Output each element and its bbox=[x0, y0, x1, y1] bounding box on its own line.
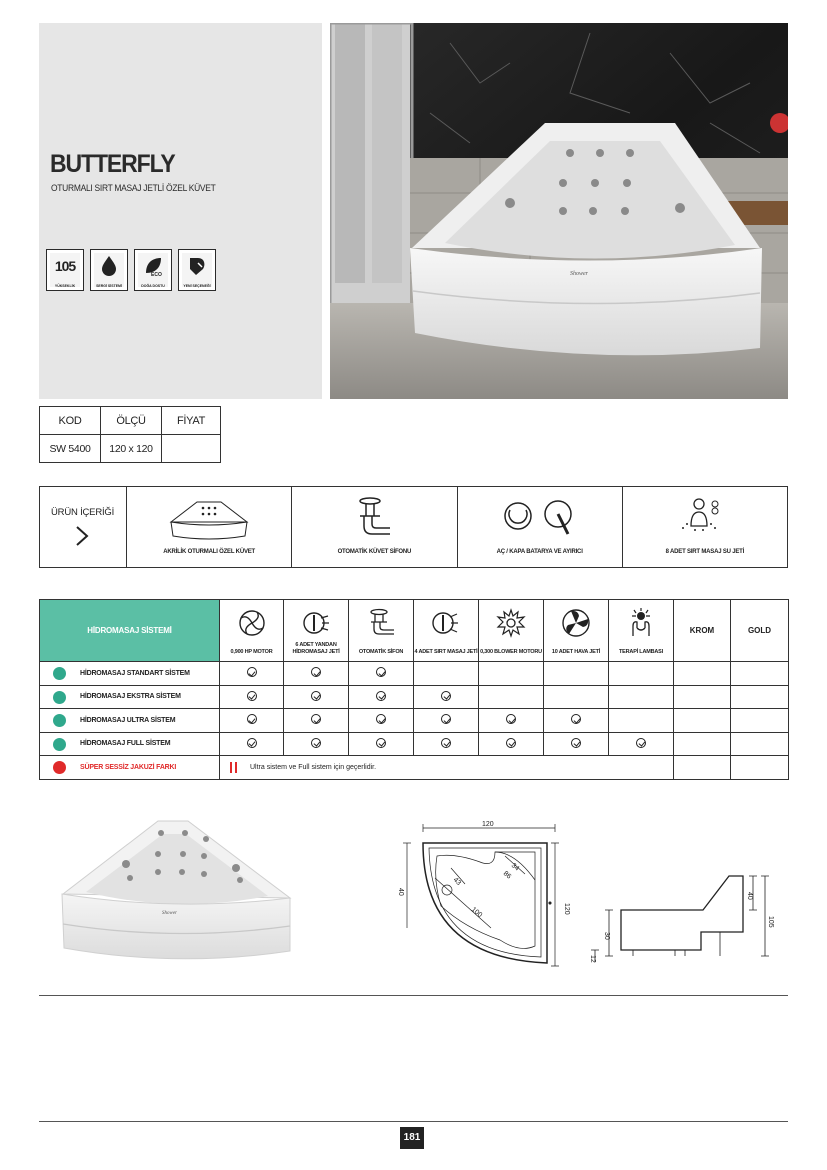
system-row bbox=[40, 709, 789, 733]
spec-code: SW 5400 bbox=[40, 435, 101, 463]
eco-leaf-icon bbox=[142, 255, 164, 277]
check-icon bbox=[441, 691, 451, 701]
water-drop-badge bbox=[90, 249, 128, 291]
spec-header-size: ÖLÇÜ bbox=[101, 407, 162, 435]
page-number: 181 bbox=[400, 1127, 424, 1149]
contents-lead bbox=[40, 487, 127, 567]
feature-col: 10 ADET HAVA JETİ bbox=[544, 600, 609, 662]
blower-icon bbox=[496, 608, 526, 638]
check-icon bbox=[506, 714, 516, 724]
check-icon bbox=[247, 738, 257, 748]
badge-caption: YÜKSEKLİK bbox=[54, 284, 76, 288]
shield-icon bbox=[186, 255, 208, 277]
note-marker bbox=[230, 762, 237, 773]
svg-text:100: 100 bbox=[469, 906, 484, 920]
svg-text:34: 34 bbox=[509, 862, 521, 873]
chevron-right-icon bbox=[74, 525, 90, 547]
badge-caption: SERGİ SİSTEMİ bbox=[96, 284, 122, 288]
system-name: HİDROMASAJ ULTRA SİSTEM bbox=[80, 716, 176, 724]
contents-label: 8 ADET SIRT MASAJ SU JETİ bbox=[665, 549, 745, 555]
svg-text:40: 40 bbox=[746, 892, 753, 900]
siphon-icon bbox=[354, 496, 394, 540]
feature-badges bbox=[46, 249, 216, 291]
feature-col: OTOMATİK SİFON bbox=[349, 600, 414, 662]
check-icon bbox=[571, 738, 581, 748]
shield-badge bbox=[178, 249, 216, 291]
contents-label: OTOMATİK KÜVET SİFONU bbox=[337, 549, 412, 555]
check-icon bbox=[247, 714, 257, 724]
side-jet-icon bbox=[301, 608, 331, 638]
contents-item bbox=[623, 487, 787, 567]
svg-text:86: 86 bbox=[501, 870, 513, 881]
system-row bbox=[40, 685, 789, 709]
badge-caption: YENİ SEÇENEĞİ bbox=[183, 284, 211, 288]
check-icon bbox=[376, 691, 386, 701]
divider bbox=[39, 1121, 788, 1122]
product-name: BUTTERFLY bbox=[50, 150, 175, 178]
badge-caption: DOĞA DOSTU bbox=[141, 284, 165, 288]
product-photo bbox=[330, 23, 788, 399]
svg-text:Shower: Shower bbox=[570, 271, 588, 277]
svg-text:105: 105 bbox=[767, 916, 774, 928]
check-icon bbox=[376, 714, 386, 724]
water-drop-icon bbox=[99, 255, 119, 277]
check-icon bbox=[376, 667, 386, 677]
spec-header-price: FİYAT bbox=[162, 407, 221, 435]
silent-note: Ultra sistem ve Full sistem için geçerlidir. bbox=[250, 763, 377, 771]
check-icon bbox=[247, 691, 257, 701]
feature-col: 4 ADET SIRT MASAJ JETİ bbox=[414, 600, 479, 662]
check-icon bbox=[571, 714, 581, 724]
side-view-diagram bbox=[585, 870, 775, 970]
tub-render bbox=[58, 816, 293, 971]
check-icon bbox=[441, 714, 451, 724]
status-dot bbox=[53, 738, 66, 751]
check-icon bbox=[311, 691, 321, 701]
system-name: HİDROMASAJ FULL SİSTEM bbox=[80, 740, 171, 748]
silent-name: SÜPER SESSİZ JAKUZİ FARKI bbox=[80, 763, 177, 771]
contents-item bbox=[458, 487, 623, 567]
status-dot bbox=[53, 714, 66, 727]
feature-col: 0,300 BLOWER MOTORU bbox=[479, 600, 544, 662]
system-name: HİDROMASAJ STANDART SİSTEM bbox=[80, 669, 190, 677]
faucet-icon bbox=[500, 496, 580, 540]
bathtub-icon bbox=[169, 496, 249, 540]
height-badge bbox=[46, 249, 84, 291]
contents-title: ÜRÜN İÇERİĞİ bbox=[51, 507, 115, 518]
svg-text:43: 43 bbox=[451, 876, 463, 887]
motor-icon bbox=[237, 608, 267, 638]
contents-label: AKRİLİK OTURMALI ÖZEL KÜVET bbox=[163, 549, 256, 555]
silent-row bbox=[40, 756, 789, 780]
product-subtitle: OTURMALI SIRT MASAJ JETLİ ÖZEL KÜVET bbox=[51, 182, 216, 193]
hydromassage-table bbox=[39, 599, 789, 780]
eco-badge bbox=[134, 249, 172, 291]
back-jet-icon bbox=[675, 496, 735, 540]
feature-col: 6 ADET YANDAN HİDROMASAJ JETİ bbox=[284, 600, 349, 662]
product-contents bbox=[39, 486, 788, 568]
svg-text:30: 30 bbox=[603, 932, 610, 940]
divider bbox=[39, 995, 788, 996]
svg-text:40: 40 bbox=[397, 888, 404, 896]
svg-text:12: 12 bbox=[589, 955, 596, 963]
check-icon bbox=[311, 714, 321, 724]
check-icon bbox=[636, 738, 646, 748]
svg-text:120: 120 bbox=[482, 821, 494, 828]
feature-col: 0,900 HP MOTOR bbox=[220, 600, 284, 662]
status-dot bbox=[53, 691, 66, 704]
title-panel bbox=[39, 23, 322, 399]
spec-table bbox=[39, 406, 221, 463]
check-icon bbox=[247, 667, 257, 677]
check-icon bbox=[441, 738, 451, 748]
top-view-diagram bbox=[395, 818, 575, 970]
air-jet-icon bbox=[561, 608, 591, 638]
check-icon bbox=[376, 738, 386, 748]
feature-col: TERAPİ LAMBASI bbox=[609, 600, 674, 662]
svg-text:120: 120 bbox=[563, 903, 570, 915]
system-row bbox=[40, 662, 789, 686]
contents-item bbox=[127, 487, 292, 567]
svg-text:ECO: ECO bbox=[151, 272, 162, 277]
check-icon bbox=[311, 667, 321, 677]
contents-label: AÇ / KAPA BATARYA VE AYIRICI bbox=[496, 549, 583, 555]
system-row bbox=[40, 732, 789, 756]
siphon-icon bbox=[366, 608, 396, 638]
spec-header-code: KOD bbox=[40, 407, 101, 435]
check-icon bbox=[506, 738, 516, 748]
therapy-lamp-icon bbox=[626, 608, 656, 638]
check-icon bbox=[311, 738, 321, 748]
contents-item bbox=[292, 487, 457, 567]
finish-krom: KROM bbox=[674, 600, 731, 662]
height-value: 105 bbox=[54, 258, 76, 274]
hydro-title: HİDROMASAJ SİSTEMİ bbox=[40, 600, 220, 662]
system-name: HİDROMASAJ EKSTRA SİSTEM bbox=[80, 693, 181, 701]
status-dot bbox=[53, 761, 66, 774]
svg-text:Shower: Shower bbox=[162, 911, 177, 916]
status-dot bbox=[53, 667, 66, 680]
back-jet-icon bbox=[431, 608, 461, 638]
spec-size: 120 x 120 bbox=[101, 435, 162, 463]
spec-price bbox=[162, 435, 221, 463]
finish-gold: GOLD bbox=[731, 600, 789, 662]
